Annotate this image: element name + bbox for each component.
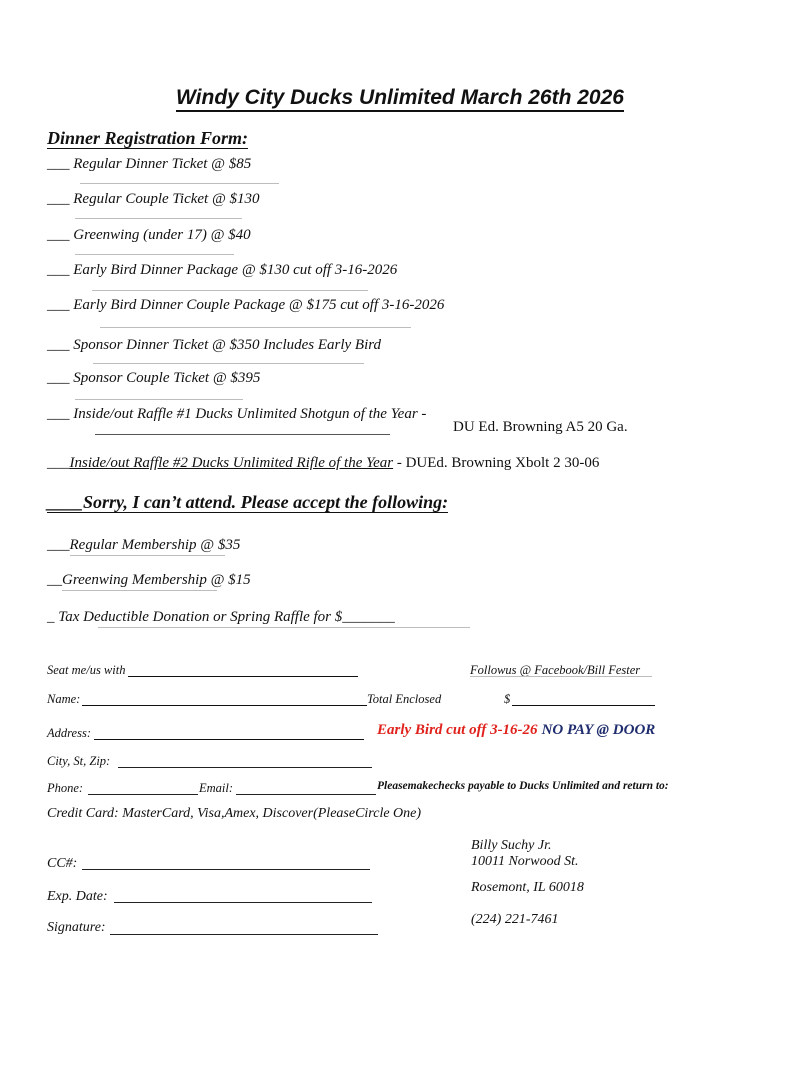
city-label: City, St, Zip: <box>47 754 111 768</box>
phone-field[interactable] <box>88 794 198 795</box>
raffle-2-item[interactable]: ___Inside/out Raffle #2 Ducks Unlimited Rifle of the Year - DUEd. Browning Xbolt 2 30-06 <box>47 455 600 471</box>
name-field[interactable] <box>82 705 367 706</box>
credit-card-line[interactable]: Credit Card: MasterCard, Visa,Amex, Discover(PleaseCircle One) <box>47 806 422 821</box>
city-field[interactable] <box>118 767 372 768</box>
cannot-attend-heading[interactable]: ____Sorry, I can’t attend. Please accept the following: <box>47 492 449 512</box>
total-field[interactable] <box>512 705 655 706</box>
donation-item[interactable]: _ Tax Deductible Donation or Spring Raffle for $_______ <box>47 609 395 625</box>
mail-to-street: 10011 Norwood St. <box>471 854 579 869</box>
membership-regular[interactable]: ___Regular Membership @ $35 <box>47 537 241 553</box>
mail-to-name: Billy Suchy Jr. <box>471 838 552 853</box>
cc-label: CC#: <box>47 856 78 871</box>
signature-field[interactable] <box>110 934 378 935</box>
early-bird-notice: Early Bird cut off 3-16-26 NO PAY @ DOOR <box>377 722 656 738</box>
membership-greenwing[interactable]: __Greenwing Membership @ $15 <box>47 572 251 588</box>
address-label: Address: <box>47 726 91 740</box>
seat-label: Seat me/us with <box>47 663 126 677</box>
phone-label: Phone: <box>47 781 84 795</box>
dollar-sign: $ <box>504 692 511 706</box>
email-field[interactable] <box>236 794 376 795</box>
cc-field[interactable] <box>82 869 370 870</box>
list-item[interactable]: ___ Early Bird Dinner Couple Package @ $175 cut off 3-16-2026 <box>47 297 445 313</box>
total-enclosed-label: Total Enclosed <box>367 692 442 706</box>
address-field[interactable] <box>94 739 364 740</box>
payable-note: Pleasemakechecks payable to Ducks Unlimited and return to: <box>377 780 669 792</box>
form-heading: Dinner Registration Form: <box>47 128 249 148</box>
mail-to-phone: (224) 221-7461 <box>471 912 559 927</box>
list-item[interactable]: ___ Sponsor Dinner Ticket @ $350 Includes Early Bird <box>47 337 382 353</box>
name-label: Name: <box>47 692 81 706</box>
list-item[interactable]: ___ Sponsor Couple Ticket @ $395 <box>47 370 261 386</box>
list-item[interactable]: ___ Greenwing (under 17) @ $40 <box>47 227 251 243</box>
exp-field[interactable] <box>114 902 372 903</box>
page-title: Windy City Ducks Unlimited March 26th 2026 <box>0 86 800 110</box>
raffle-1-prize: DU Ed. Browning A5 20 Ga. <box>453 419 628 435</box>
list-item[interactable]: ___ Regular Dinner Ticket @ $85 <box>47 156 252 172</box>
exp-label: Exp. Date: <box>47 889 108 904</box>
mail-to-city: Rosemont, IL 60018 <box>471 880 584 895</box>
signature-label: Signature: <box>47 920 106 935</box>
follow-text: Followus @ Facebook/Bill Fester <box>470 663 641 677</box>
list-item[interactable]: ___ Early Bird Dinner Package @ $130 cut off 3-16-2026 <box>47 262 398 278</box>
list-item[interactable]: ___ Regular Couple Ticket @ $130 <box>47 191 260 207</box>
email-label: Email: <box>199 781 234 795</box>
seat-field[interactable] <box>128 676 358 677</box>
raffle-1-item[interactable]: ___ Inside/out Raffle #1 Ducks Unlimited Shotgun of the Year - <box>47 406 427 422</box>
